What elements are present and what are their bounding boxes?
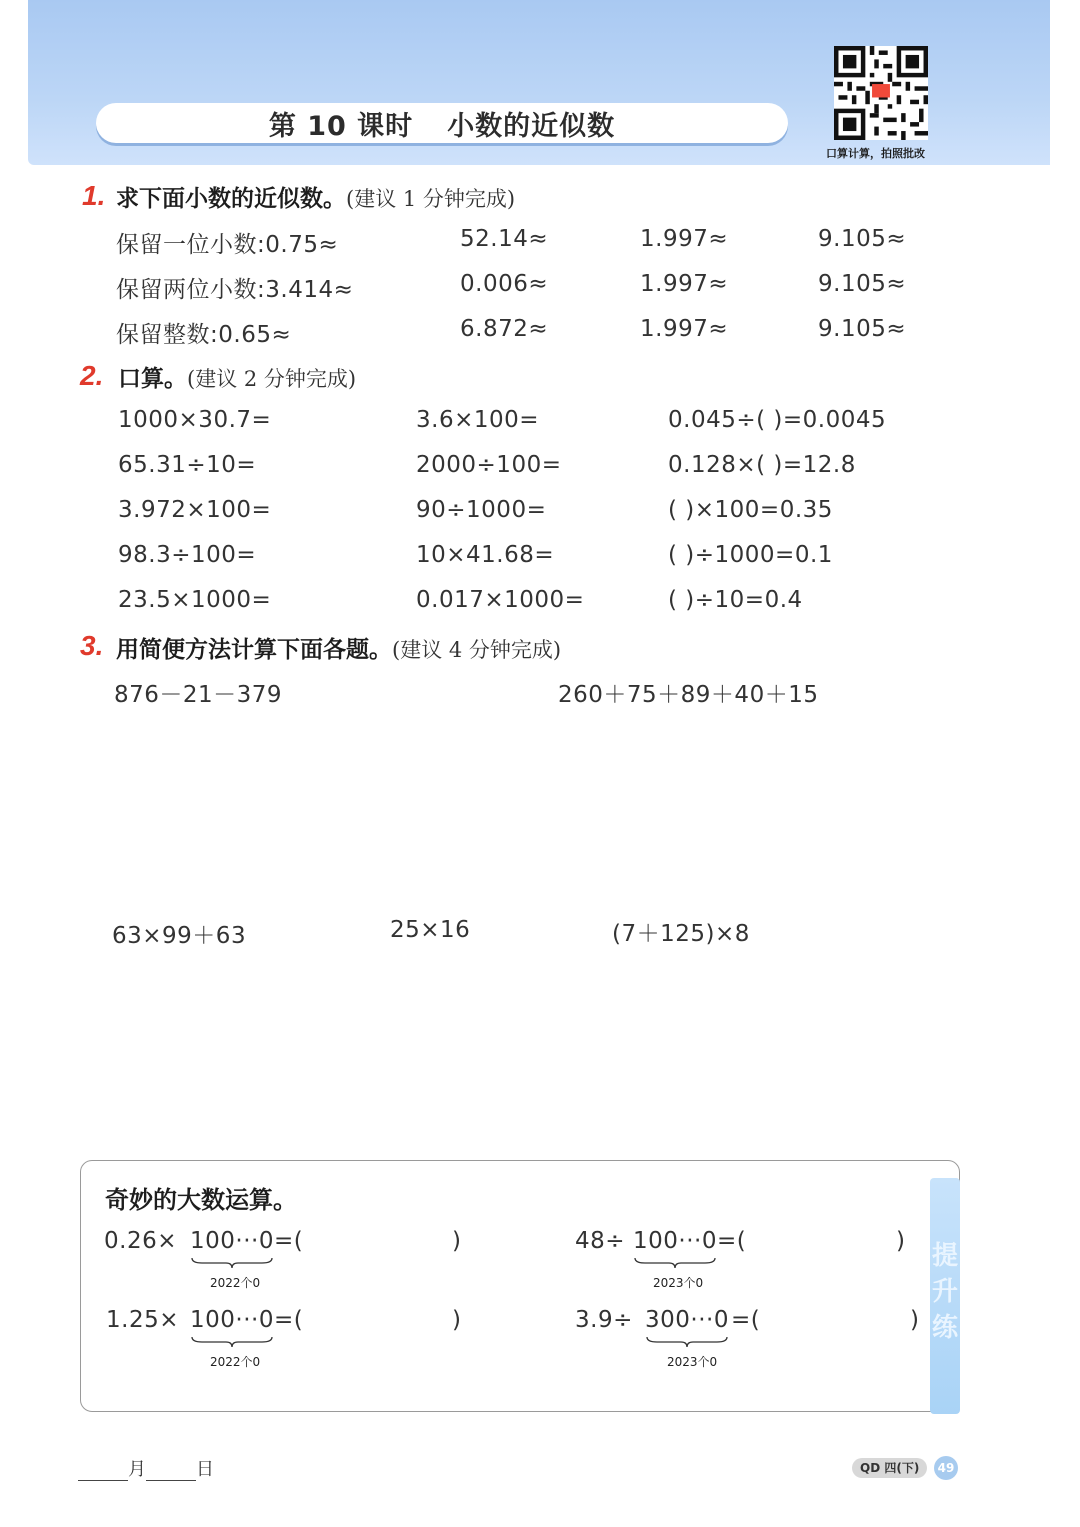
question-number: 2.	[80, 360, 104, 391]
q2-cell: 98.3÷100=	[118, 542, 257, 568]
question-title	[118, 360, 356, 393]
challenge-equals: =(	[274, 1228, 304, 1254]
q1-cell: 1.997≈	[640, 316, 729, 342]
edition-tag: QD 四(下)	[852, 1458, 927, 1478]
q2-cell: 0.017×1000=	[416, 587, 585, 613]
qr-code-icon[interactable]	[834, 46, 928, 140]
question-title	[116, 631, 561, 664]
question-title	[116, 180, 515, 213]
q2-cell: ( )×100=0.35	[668, 497, 833, 523]
challenge-big-number: 100···0	[633, 1228, 717, 1254]
question-text: 口算。	[118, 366, 187, 392]
question-number: 1.	[82, 180, 106, 211]
q2-cell: 90÷1000=	[416, 497, 547, 523]
challenge-equals: =(	[717, 1228, 747, 1254]
q3-problem: (7＋125)×8	[612, 921, 750, 947]
lesson-title-bar	[96, 103, 788, 143]
q1-cell: 保留一位小数:0.75≈	[116, 232, 339, 258]
side-tab	[930, 1178, 960, 1414]
challenge-title: 奇妙的大数运算。	[105, 1186, 297, 1214]
lesson-number: 第 10 课时	[268, 110, 414, 142]
q3-problem: 876－21－379	[114, 682, 283, 708]
zero-count-label: 2022个0	[210, 1355, 261, 1369]
challenge-prefix: 3.9÷	[575, 1307, 633, 1333]
qr-caption: 口算计算，拍照批改	[826, 147, 925, 160]
challenge-close: )	[910, 1307, 920, 1333]
challenge-close: )	[452, 1307, 462, 1333]
q2-cell: 2000÷100=	[416, 452, 562, 478]
zero-count-label: 2023个0	[667, 1355, 718, 1369]
underbrace-icon	[190, 1335, 274, 1349]
question-number: 3.	[80, 630, 104, 661]
q1-cell: 保留两位小数:3.414≈	[116, 277, 354, 303]
lesson-title: 小数的近似数	[447, 110, 616, 142]
q1-cell: 1.997≈	[640, 271, 729, 297]
question-text: 求下面小数的近似数。	[116, 186, 346, 212]
q2-cell: 1000×30.7=	[118, 407, 272, 433]
q2-cell: ( )÷10=0.4	[668, 587, 803, 613]
underbrace-icon	[633, 1256, 717, 1270]
question-text: 用简便方法计算下面各题。	[116, 637, 392, 663]
q2-cell: 23.5×1000=	[118, 587, 272, 613]
month-label: 月	[128, 1459, 146, 1480]
time-hint: (建议 1 分钟完成)	[346, 187, 516, 211]
q2-cell: 65.31÷10=	[118, 452, 257, 478]
q1-cell: 0.006≈	[460, 271, 549, 297]
challenge-prefix: 1.25×	[106, 1307, 179, 1333]
challenge-close: )	[452, 1228, 462, 1254]
q3-problem: 63×99＋63	[112, 923, 247, 949]
challenge-big-number: 300···0	[645, 1307, 729, 1333]
q1-cell: 9.105≈	[818, 226, 907, 252]
q3-problem: 260＋75＋89＋40＋15	[558, 682, 819, 708]
q2-cell: 0.045÷( )=0.0045	[668, 407, 887, 433]
challenge-big-number: 100···0	[190, 1228, 274, 1254]
challenge-big-number: 100···0	[190, 1307, 274, 1333]
challenge-equals: =(	[731, 1307, 761, 1333]
underbrace-icon	[645, 1335, 729, 1349]
q1-cell: 1.997≈	[640, 226, 729, 252]
challenge-prefix: 48÷	[575, 1228, 626, 1254]
q2-cell: 0.128×( )=12.8	[668, 452, 856, 478]
q3-problem: 25×16	[390, 917, 471, 943]
q1-cell: 保留整数:0.65≈	[116, 322, 292, 348]
side-tab-char: 提	[931, 1241, 958, 1271]
zero-count-label: 2023个0	[653, 1276, 704, 1290]
zero-count-label: 2022个0	[210, 1276, 261, 1290]
challenge-close: )	[896, 1228, 906, 1254]
date-field[interactable]	[78, 1455, 214, 1481]
q1-cell: 9.105≈	[818, 271, 907, 297]
side-tab-char: 升	[931, 1277, 958, 1307]
time-hint: (建议 2 分钟完成)	[187, 367, 357, 391]
underbrace-icon	[190, 1256, 274, 1270]
challenge-prefix: 0.26×	[104, 1228, 177, 1254]
time-hint: (建议 4 分钟完成)	[392, 638, 562, 662]
challenge-equals: =(	[274, 1307, 304, 1333]
page-number: 49	[934, 1456, 958, 1480]
q1-cell: 52.14≈	[460, 226, 549, 252]
q2-cell: 3.972×100=	[118, 497, 272, 523]
q2-cell: ( )÷1000=0.1	[668, 542, 833, 568]
side-tab-char: 练	[931, 1313, 958, 1343]
q2-cell: 10×41.68=	[416, 542, 555, 568]
q1-cell: 9.105≈	[818, 316, 907, 342]
q1-cell: 6.872≈	[460, 316, 549, 342]
q2-cell: 3.6×100=	[416, 407, 540, 433]
day-label: 日	[196, 1459, 214, 1480]
